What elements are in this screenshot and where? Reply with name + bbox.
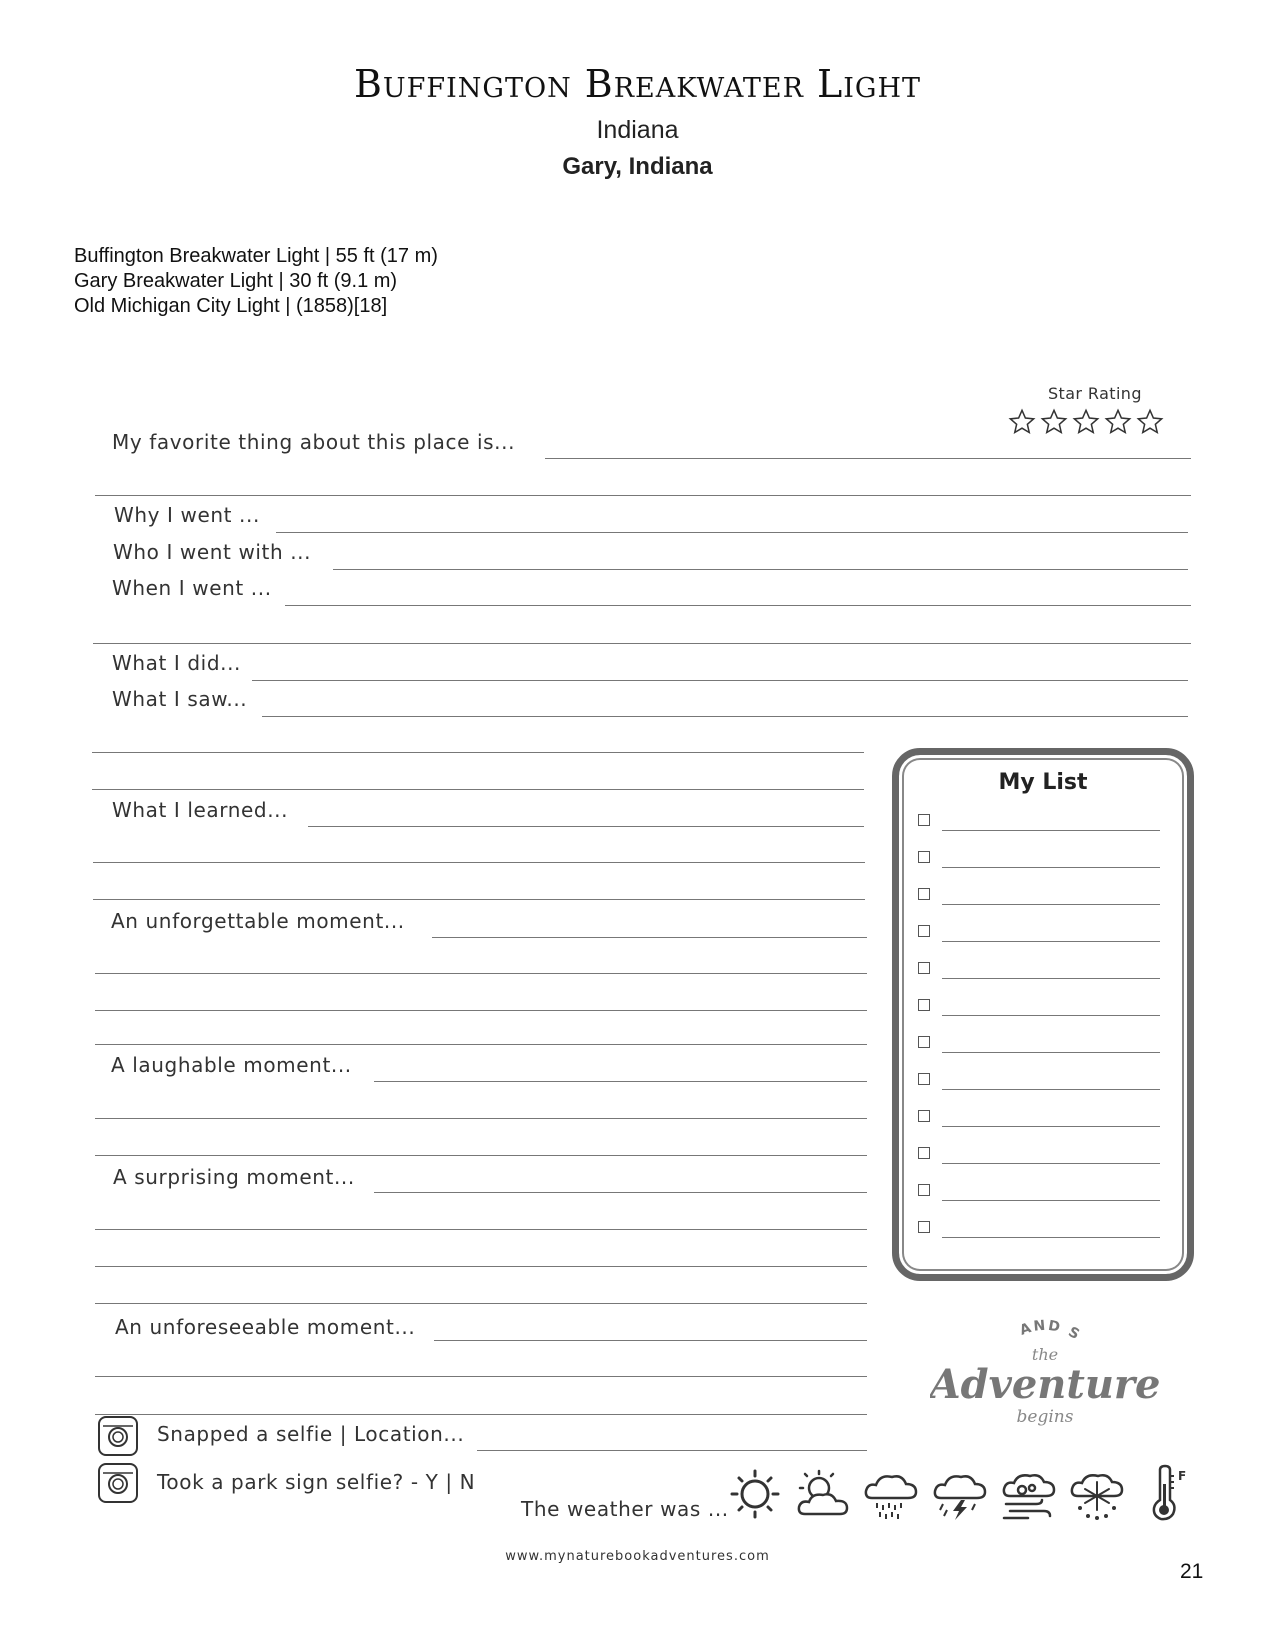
rain-icon[interactable] [862, 1468, 920, 1527]
write-line[interactable] [95, 1414, 867, 1415]
partly-cloudy-icon[interactable] [795, 1468, 853, 1525]
star-icon[interactable] [1008, 408, 1036, 436]
write-line[interactable] [95, 1229, 867, 1230]
learned-prompt: What I learned... [112, 798, 289, 822]
checkbox[interactable] [918, 851, 930, 863]
my-list-line[interactable] [942, 1126, 1160, 1127]
thunderstorm-icon[interactable] [931, 1468, 989, 1527]
write-line[interactable] [95, 1266, 867, 1267]
my-list-line[interactable] [942, 1163, 1160, 1164]
checkbox[interactable] [918, 1147, 930, 1159]
write-line[interactable] [93, 862, 865, 863]
write-line[interactable] [95, 1118, 867, 1119]
surprising-prompt: A surprising moment... [113, 1165, 355, 1189]
fact-line: Old Michigan City Light | (1858)[18] [74, 295, 388, 317]
write-line[interactable] [93, 899, 865, 900]
write-line[interactable] [95, 1044, 867, 1045]
who-prompt: Who I went with ... [113, 540, 312, 564]
fact-line: Gary Breakwater Light | 30 ft (9.1 m) [74, 270, 398, 292]
laughable-line[interactable] [374, 1081, 867, 1082]
svg-text:AND SO [930, 1310, 1084, 1344]
why-line[interactable] [276, 532, 1188, 533]
saw-prompt: What I saw... [112, 687, 248, 711]
did-prompt: What I did... [112, 651, 241, 675]
camera-icon [98, 1463, 138, 1503]
logo-arc-text: AND S [1017, 1317, 1084, 1344]
weather-prompt: The weather was ... [521, 1497, 729, 1521]
checkbox[interactable] [918, 814, 930, 826]
write-line[interactable] [93, 643, 1191, 644]
checkbox[interactable] [918, 962, 930, 974]
surprising-line[interactable] [374, 1192, 867, 1193]
write-line[interactable] [95, 1376, 867, 1377]
website-url: www.mynaturebookadventures.com [505, 1549, 770, 1564]
my-list-line[interactable] [942, 1200, 1160, 1201]
logo-the: the [1031, 1345, 1059, 1364]
my-list-line[interactable] [942, 904, 1160, 905]
unforgettable-line[interactable] [432, 937, 867, 938]
checkbox[interactable] [918, 1184, 930, 1196]
my-list-line[interactable] [942, 941, 1160, 942]
my-list-line[interactable] [942, 978, 1160, 979]
checkbox[interactable] [918, 1036, 930, 1048]
svg-text:F: F [1178, 1469, 1187, 1483]
learned-line[interactable] [308, 826, 864, 827]
selfie-prompt: Snapped a selfie | Location... [157, 1422, 465, 1446]
sunny-icon[interactable] [727, 1468, 783, 1525]
my-list-line[interactable] [942, 1237, 1160, 1238]
star-icon[interactable] [1072, 408, 1100, 436]
my-list-line[interactable] [942, 1089, 1160, 1090]
why-prompt: Why I went ... [114, 503, 260, 527]
lighthouse-facts [74, 244, 438, 319]
page-number: 21 [1180, 1560, 1204, 1583]
write-line[interactable] [95, 1010, 867, 1011]
saw-line[interactable] [262, 716, 1188, 717]
wind-icon[interactable] [1000, 1468, 1058, 1527]
logo-adventure: Adventure [930, 1361, 1160, 1408]
star-rating-label: Star Rating [1048, 384, 1142, 403]
unforeseeable-prompt: An unforeseeable moment... [115, 1315, 416, 1339]
star-rating[interactable] [1008, 408, 1164, 436]
star-icon[interactable] [1040, 408, 1068, 436]
checkbox[interactable] [918, 1221, 930, 1233]
star-icon[interactable] [1104, 408, 1132, 436]
selfie-location-line[interactable] [477, 1450, 867, 1451]
my-list-line[interactable] [942, 1015, 1160, 1016]
unforeseeable-line[interactable] [434, 1340, 867, 1341]
page-title: Buffington Breakwater Light [353, 62, 922, 106]
favorite-prompt: My favorite thing about this place is... [112, 430, 516, 454]
write-line[interactable] [95, 495, 1191, 496]
my-list-line[interactable] [942, 867, 1160, 868]
write-line[interactable] [92, 752, 864, 753]
fact-line: Buffington Breakwater Light | 55 ft (17 m) [74, 245, 438, 267]
thermometer-icon[interactable] [1148, 1464, 1188, 1527]
write-line[interactable] [95, 1155, 867, 1156]
logo-begins: begins [1016, 1407, 1074, 1427]
city-name: Gary, Indiana [562, 153, 713, 180]
adventure-logo [930, 1310, 1160, 1430]
write-line[interactable] [95, 973, 867, 974]
my-list-title: My List [998, 770, 1088, 795]
write-line[interactable] [95, 1303, 867, 1304]
when-prompt: When I went ... [112, 576, 272, 600]
park-sign-prompt: Took a park sign selfie? - Y | N [157, 1470, 476, 1494]
write-line[interactable] [92, 789, 864, 790]
unforgettable-prompt: An unforgettable moment... [111, 909, 405, 933]
star-icon[interactable] [1136, 408, 1164, 436]
camera-icon [98, 1416, 138, 1456]
my-list-line[interactable] [942, 830, 1160, 831]
state-name: Indiana [596, 116, 679, 144]
who-line[interactable] [333, 569, 1188, 570]
checkbox[interactable] [918, 1110, 930, 1122]
my-list-line[interactable] [942, 1052, 1160, 1053]
snow-icon[interactable] [1068, 1468, 1126, 1527]
checkbox[interactable] [918, 1073, 930, 1085]
laughable-prompt: A laughable moment... [111, 1053, 352, 1077]
did-line[interactable] [252, 680, 1188, 681]
checkbox[interactable] [918, 999, 930, 1011]
checkbox[interactable] [918, 925, 930, 937]
checkbox[interactable] [918, 888, 930, 900]
when-line[interactable] [285, 605, 1191, 606]
favorite-line[interactable] [545, 458, 1191, 459]
